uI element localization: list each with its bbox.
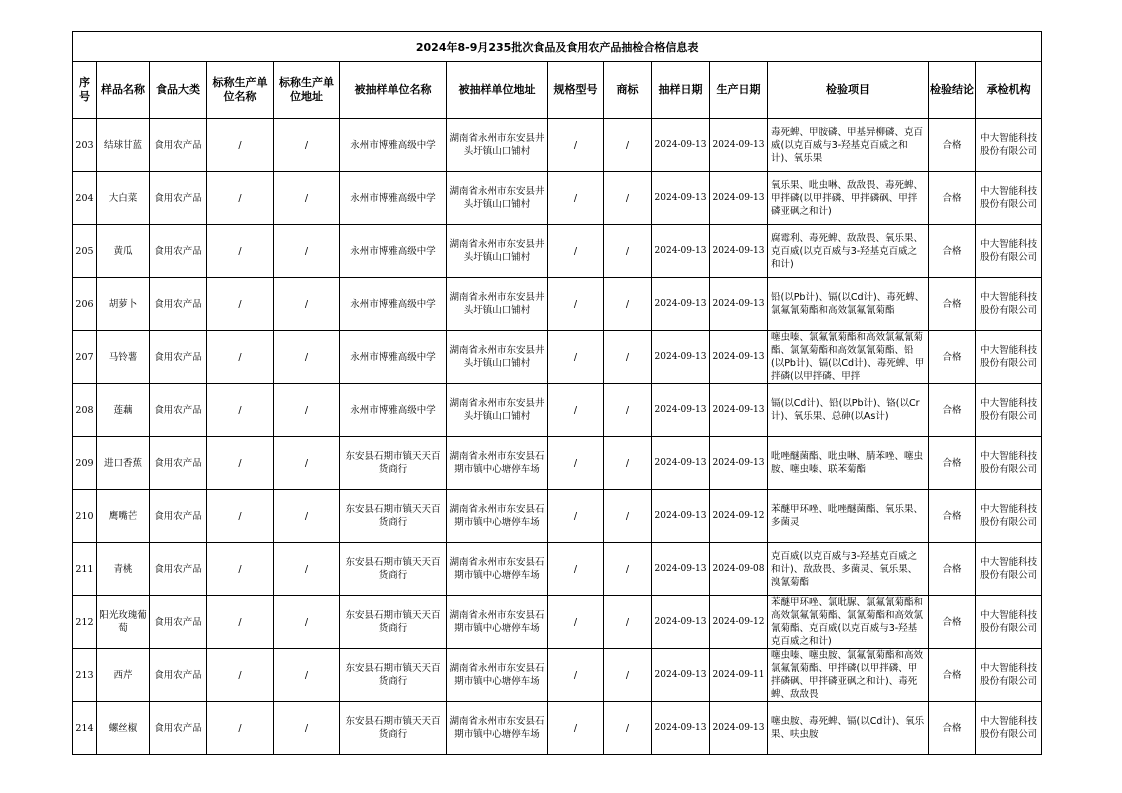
cell-producer-address: / [274, 331, 340, 384]
inspection-sheet [72, 31, 1038, 755]
cell-conclusion: 合格 [929, 437, 976, 490]
cell-sample-name: 进口香蕉 [97, 437, 150, 490]
col-header-spec: 规格型号 [548, 62, 604, 119]
cell-seq: 211 [73, 543, 97, 596]
test-items-text: 噻虫嗪、噻虫胺、氯氟氰菊酯和高效氯氟氰菊酯、甲拌磷(以甲拌磷、甲拌磷砜、甲拌磷亚砜之和计)、毒死蜱、敌敌畏 [771, 650, 924, 700]
test-items-text: 噻虫嗪、氯氟氰菊酯和高效氯氟氰菊酯、氯氰菊酯和高效氯氰菊酯、铅(以Pb计)、镉(以Cd计)、毒死蜱、甲拌磷(以甲拌磷、甲拌 [771, 332, 925, 382]
cell-sampling-date: 2024-09-13 [652, 331, 710, 384]
cell-test-items [768, 225, 929, 278]
cell-testing-agency: 中大智能科技股份有限公司 [976, 278, 1042, 331]
cell-producer-name: / [207, 437, 274, 490]
cell-producer-address: / [274, 172, 340, 225]
col-header-test-items: 检验项目 [768, 62, 929, 119]
cell-test-items [768, 649, 929, 702]
cell-spec: / [548, 437, 604, 490]
cell-spec: / [548, 702, 604, 755]
cell-producer-name: / [207, 278, 274, 331]
col-header-food-category: 食品大类 [150, 62, 207, 119]
table-row [73, 119, 1042, 172]
cell-seq: 213 [73, 649, 97, 702]
cell-spec: / [548, 172, 604, 225]
cell-sample-name: 青桃 [97, 543, 150, 596]
cell-sampled-unit-name: 永州市博雅高级中学 [340, 384, 447, 437]
cell-producer-address: / [274, 490, 340, 543]
cell-sampled-unit-name: 东安县石期市镇天天百货商行 [340, 543, 447, 596]
cell-sampled-unit-address: 湖南省永州市东安县井头圩镇山口铺村 [447, 225, 548, 278]
cell-producer-name: / [207, 331, 274, 384]
test-items-text: 毒死蜱、甲胺磷、甲基异柳磷、克百威(以克百威与3-羟基克百威之和计)、氧乐果 [771, 126, 924, 164]
cell-test-items [768, 596, 929, 649]
cell-sampling-date: 2024-09-13 [652, 702, 710, 755]
cell-testing-agency: 中大智能科技股份有限公司 [976, 596, 1042, 649]
cell-food-category: 食用农产品 [150, 331, 207, 384]
table-row [73, 702, 1042, 755]
cell-production-date: 2024-09-13 [710, 702, 768, 755]
title-row [73, 32, 1042, 62]
cell-conclusion: 合格 [929, 649, 976, 702]
cell-testing-agency: 中大智能科技股份有限公司 [976, 119, 1042, 172]
cell-spec: / [548, 384, 604, 437]
test-items-text: 腐霉利、毒死蜱、敌敌畏、氧乐果、克百威(以克百威与3-羟基克百威之和计) [771, 232, 924, 270]
test-items-text: 苯醚甲环唑、氯吡脲、氯氟氰菊酯和高效氯氟氰菊酯、氯氰菊酯和高效氯氰菊酯、克百威(以克百威与3-羟基克百威之和计) [771, 597, 924, 647]
col-header-testing-agency: 承检机构 [976, 62, 1042, 119]
cell-testing-agency: 中大智能科技股份有限公司 [976, 490, 1042, 543]
cell-producer-address: / [274, 596, 340, 649]
cell-trademark: / [604, 172, 652, 225]
col-header-sampled-unit-name: 被抽样单位名称 [340, 62, 447, 119]
cell-food-category: 食用农产品 [150, 437, 207, 490]
cell-testing-agency: 中大智能科技股份有限公司 [976, 384, 1042, 437]
cell-test-items [768, 384, 929, 437]
cell-food-category: 食用农产品 [150, 384, 207, 437]
cell-seq: 207 [73, 331, 97, 384]
test-items-text: 氧乐果、吡虫啉、敌敌畏、毒死蜱、甲拌磷(以甲拌磷、甲拌磷砜、甲拌磷亚砜之和计) [771, 179, 924, 217]
cell-sample-name: 胡萝卜 [97, 278, 150, 331]
test-items-text: 镉(以Cd计)、铅(以Pb计)、铬(以Cr计)、氧乐果、总砷(以As计) [771, 398, 920, 422]
cell-testing-agency: 中大智能科技股份有限公司 [976, 543, 1042, 596]
cell-sampled-unit-name: 东安县石期市镇天天百货商行 [340, 437, 447, 490]
cell-production-date: 2024-09-13 [710, 331, 768, 384]
cell-trademark: / [604, 225, 652, 278]
test-items-text: 克百威(以克百威与3-羟基克百威之和计)、敌敌畏、多菌灵、氧乐果、溴氰菊酯 [771, 550, 918, 588]
cell-conclusion: 合格 [929, 172, 976, 225]
cell-trademark: / [604, 490, 652, 543]
cell-production-date: 2024-09-13 [710, 278, 768, 331]
cell-trademark: / [604, 437, 652, 490]
cell-conclusion: 合格 [929, 596, 976, 649]
cell-producer-name: / [207, 702, 274, 755]
cell-food-category: 食用农产品 [150, 702, 207, 755]
cell-sampling-date: 2024-09-13 [652, 119, 710, 172]
cell-sampling-date: 2024-09-13 [652, 384, 710, 437]
cell-sampled-unit-name: 永州市博雅高级中学 [340, 331, 447, 384]
cell-sampling-date: 2024-09-13 [652, 278, 710, 331]
cell-sampled-unit-address: 湖南省永州市东安县石期市镇中心塘停车场 [447, 702, 548, 755]
cell-sample-name: 大白菜 [97, 172, 150, 225]
cell-producer-address: / [274, 702, 340, 755]
col-header-seq: 序号 [73, 62, 97, 119]
cell-trademark: / [604, 278, 652, 331]
cell-spec: / [548, 119, 604, 172]
cell-seq: 212 [73, 596, 97, 649]
table-row [73, 384, 1042, 437]
cell-testing-agency: 中大智能科技股份有限公司 [976, 172, 1042, 225]
cell-testing-agency: 中大智能科技股份有限公司 [976, 702, 1042, 755]
cell-test-items [768, 278, 929, 331]
cell-sampled-unit-address: 湖南省永州市东安县井头圩镇山口铺村 [447, 172, 548, 225]
cell-test-items [768, 331, 929, 384]
cell-sampling-date: 2024-09-13 [652, 172, 710, 225]
cell-food-category: 食用农产品 [150, 225, 207, 278]
table-row [73, 490, 1042, 543]
cell-spec: / [548, 649, 604, 702]
cell-sampling-date: 2024-09-13 [652, 596, 710, 649]
cell-test-items [768, 543, 929, 596]
cell-producer-name: / [207, 649, 274, 702]
cell-seq: 209 [73, 437, 97, 490]
cell-spec: / [548, 596, 604, 649]
cell-trademark: / [604, 702, 652, 755]
table-row [73, 225, 1042, 278]
test-items-text: 吡唑醚菌酯、吡虫啉、腈苯唑、噻虫胺、噻虫嗪、联苯菊酯 [771, 451, 924, 475]
cell-trademark: / [604, 596, 652, 649]
cell-sample-name: 马铃薯 [97, 331, 150, 384]
cell-sample-name: 螺丝椒 [97, 702, 150, 755]
cell-testing-agency: 中大智能科技股份有限公司 [976, 437, 1042, 490]
cell-sample-name: 西芹 [97, 649, 150, 702]
test-items-text: 苯醚甲环唑、吡唑醚菌酯、氧乐果、多菌灵 [771, 504, 924, 528]
cell-production-date: 2024-09-13 [710, 172, 768, 225]
cell-test-items [768, 119, 929, 172]
cell-sampled-unit-name: 永州市博雅高级中学 [340, 172, 447, 225]
cell-testing-agency: 中大智能科技股份有限公司 [976, 225, 1042, 278]
cell-trademark: / [604, 119, 652, 172]
test-items-text: 铅(以Pb计)、镉(以Cd计)、毒死蜱、氯氟氰菊酯和高效氯氟氰菊酯 [771, 292, 925, 316]
cell-producer-address: / [274, 278, 340, 331]
cell-conclusion: 合格 [929, 384, 976, 437]
cell-food-category: 食用农产品 [150, 596, 207, 649]
cell-conclusion: 合格 [929, 543, 976, 596]
table-row [73, 649, 1042, 702]
cell-seq: 206 [73, 278, 97, 331]
cell-seq: 204 [73, 172, 97, 225]
table-row [73, 172, 1042, 225]
cell-test-items [768, 172, 929, 225]
table-row [73, 278, 1042, 331]
cell-food-category: 食用农产品 [150, 172, 207, 225]
cell-sampled-unit-name: 东安县石期市镇天天百货商行 [340, 649, 447, 702]
cell-production-date: 2024-09-12 [710, 490, 768, 543]
cell-sampled-unit-address: 湖南省永州市东安县井头圩镇山口铺村 [447, 331, 548, 384]
cell-producer-name: / [207, 119, 274, 172]
cell-producer-address: / [274, 384, 340, 437]
cell-sampled-unit-name: 永州市博雅高级中学 [340, 225, 447, 278]
cell-conclusion: 合格 [929, 278, 976, 331]
cell-conclusion: 合格 [929, 702, 976, 755]
cell-trademark: / [604, 384, 652, 437]
cell-spec: / [548, 543, 604, 596]
cell-sampled-unit-address: 湖南省永州市东安县石期市镇中心塘停车场 [447, 596, 548, 649]
col-header-sampled-unit-address: 被抽样单位地址 [447, 62, 548, 119]
cell-sampled-unit-name: 永州市博雅高级中学 [340, 119, 447, 172]
cell-producer-address: / [274, 225, 340, 278]
cell-sample-name: 鹰嘴芒 [97, 490, 150, 543]
cell-producer-address: / [274, 119, 340, 172]
col-header-conclusion: 检验结论 [929, 62, 976, 119]
cell-sample-name: 莲藕 [97, 384, 150, 437]
test-items-text: 噻虫胺、毒死蜱、镉(以Cd计)、氧乐果、呋虫胺 [771, 716, 925, 740]
cell-spec: / [548, 225, 604, 278]
cell-test-items [768, 437, 929, 490]
col-header-trademark: 商标 [604, 62, 652, 119]
table-title: 2024年8-9月235批次食品及食用农产品抽检合格信息表 [73, 32, 1042, 62]
cell-spec: / [548, 331, 604, 384]
inspection-table [72, 31, 1042, 755]
cell-seq: 210 [73, 490, 97, 543]
cell-conclusion: 合格 [929, 490, 976, 543]
cell-producer-name: / [207, 543, 274, 596]
cell-producer-address: / [274, 543, 340, 596]
col-header-sample-name: 样品名称 [97, 62, 150, 119]
cell-sample-name: 阳光玫瑰葡萄 [97, 596, 150, 649]
cell-producer-name: / [207, 225, 274, 278]
cell-test-items [768, 702, 929, 755]
cell-sampling-date: 2024-09-13 [652, 543, 710, 596]
cell-sampling-date: 2024-09-13 [652, 437, 710, 490]
cell-production-date: 2024-09-13 [710, 119, 768, 172]
cell-production-date: 2024-09-13 [710, 437, 768, 490]
cell-sampled-unit-name: 东安县石期市镇天天百货商行 [340, 490, 447, 543]
cell-seq: 203 [73, 119, 97, 172]
cell-trademark: / [604, 649, 652, 702]
cell-producer-name: / [207, 490, 274, 543]
cell-sampled-unit-address: 湖南省永州市东安县井头圩镇山口铺村 [447, 119, 548, 172]
cell-seq: 208 [73, 384, 97, 437]
table-row [73, 543, 1042, 596]
cell-sampled-unit-name: 东安县石期市镇天天百货商行 [340, 596, 447, 649]
cell-sampling-date: 2024-09-13 [652, 490, 710, 543]
cell-sampled-unit-address: 湖南省永州市东安县石期市镇中心塘停车场 [447, 437, 548, 490]
cell-producer-name: / [207, 596, 274, 649]
cell-food-category: 食用农产品 [150, 278, 207, 331]
cell-food-category: 食用农产品 [150, 649, 207, 702]
cell-sample-name: 黄瓜 [97, 225, 150, 278]
table-row [73, 437, 1042, 490]
cell-sampled-unit-address: 湖南省永州市东安县井头圩镇山口铺村 [447, 278, 548, 331]
col-header-production-date: 生产日期 [710, 62, 768, 119]
cell-seq: 214 [73, 702, 97, 755]
cell-food-category: 食用农产品 [150, 119, 207, 172]
col-header-sampling-date: 抽样日期 [652, 62, 710, 119]
table-row [73, 596, 1042, 649]
cell-production-date: 2024-09-11 [710, 649, 768, 702]
table-row [73, 331, 1042, 384]
cell-production-date: 2024-09-13 [710, 384, 768, 437]
cell-sampled-unit-name: 东安县石期市镇天天百货商行 [340, 702, 447, 755]
cell-producer-name: / [207, 172, 274, 225]
cell-food-category: 食用农产品 [150, 543, 207, 596]
cell-conclusion: 合格 [929, 331, 976, 384]
cell-test-items [768, 490, 929, 543]
cell-producer-name: / [207, 384, 274, 437]
cell-trademark: / [604, 543, 652, 596]
cell-conclusion: 合格 [929, 119, 976, 172]
cell-sampling-date: 2024-09-13 [652, 225, 710, 278]
header-row [73, 62, 1042, 119]
cell-sampled-unit-address: 湖南省永州市东安县石期市镇中心塘停车场 [447, 490, 548, 543]
cell-conclusion: 合格 [929, 225, 976, 278]
cell-spec: / [548, 278, 604, 331]
cell-production-date: 2024-09-13 [710, 225, 768, 278]
cell-sample-name: 结球甘蓝 [97, 119, 150, 172]
cell-food-category: 食用农产品 [150, 490, 207, 543]
cell-seq: 205 [73, 225, 97, 278]
cell-sampled-unit-address: 湖南省永州市东安县井头圩镇山口铺村 [447, 384, 548, 437]
cell-testing-agency: 中大智能科技股份有限公司 [976, 649, 1042, 702]
col-header-producer-address: 标称生产单位地址 [274, 62, 340, 119]
cell-sampling-date: 2024-09-13 [652, 649, 710, 702]
cell-sampled-unit-address: 湖南省永州市东安县石期市镇中心塘停车场 [447, 543, 548, 596]
cell-sampled-unit-name: 永州市博雅高级中学 [340, 278, 447, 331]
col-header-producer-name: 标称生产单位名称 [207, 62, 274, 119]
cell-producer-address: / [274, 437, 340, 490]
cell-trademark: / [604, 331, 652, 384]
cell-producer-address: / [274, 649, 340, 702]
cell-production-date: 2024-09-08 [710, 543, 768, 596]
cell-testing-agency: 中大智能科技股份有限公司 [976, 331, 1042, 384]
cell-spec: / [548, 490, 604, 543]
cell-production-date: 2024-09-12 [710, 596, 768, 649]
cell-sampled-unit-address: 湖南省永州市东安县石期市镇中心塘停车场 [447, 649, 548, 702]
